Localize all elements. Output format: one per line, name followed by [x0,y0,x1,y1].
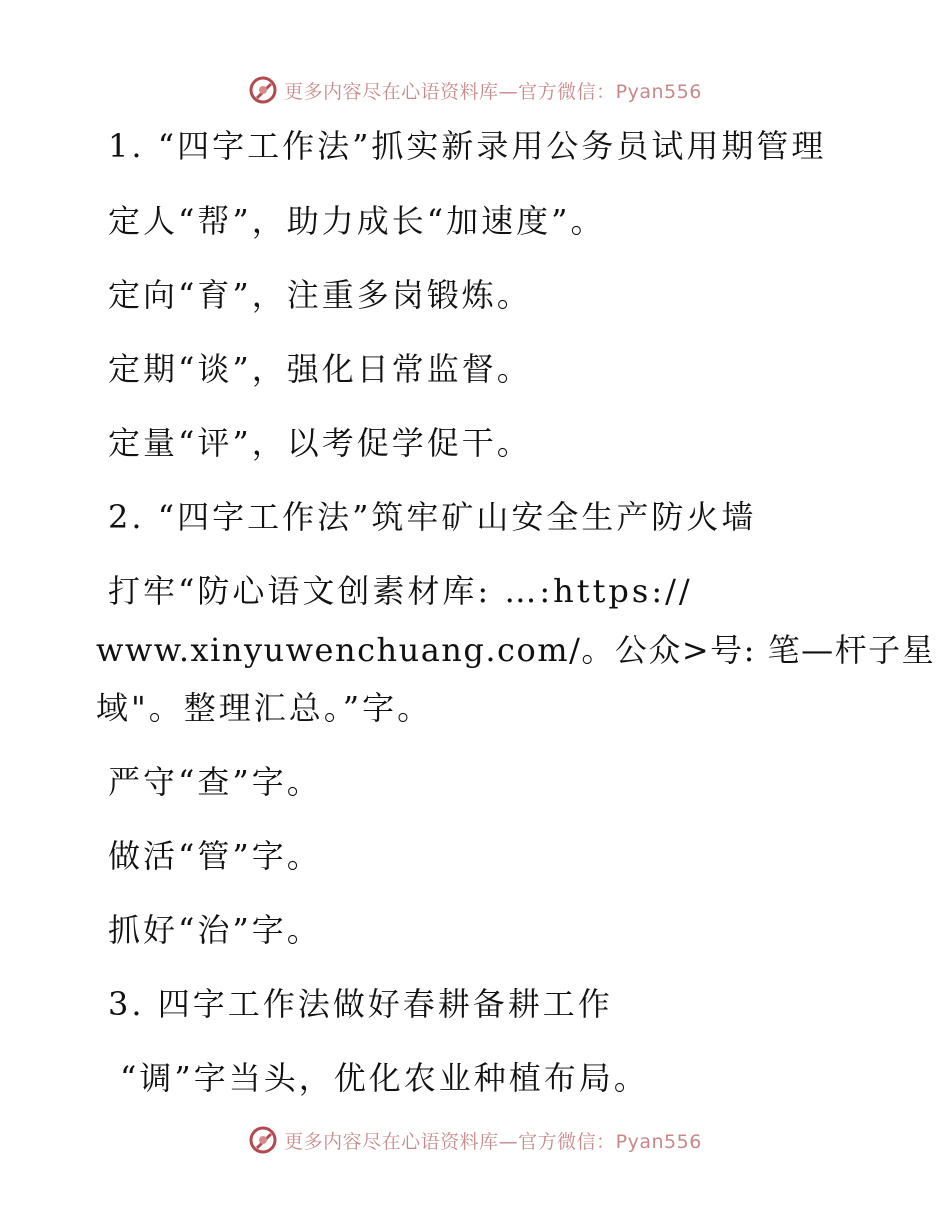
paragraph: 定量“评”，以考促学促干。 [108,424,532,462]
watermark-text: 更多内容尽在心语资料库—官方微信：Pyan556 [284,80,702,103]
paragraph: 打牢“防心语文创素材库: …:https:// [108,572,693,610]
brand-logo-icon [248,1125,278,1155]
paragraph: 域"。整理汇总。”字。 [96,689,433,727]
paragraph: 严守“查”字。 [108,763,322,801]
watermark-text: 更多内容尽在心语资料库—官方微信：Pyan556 [284,1130,702,1153]
heading-2: 2. “四字工作法”筑牢矿山安全生产防火墙 [108,498,757,536]
heading-1: 1. “四字工作法”抓实新录用公务员试用期管理 [108,127,827,165]
paragraph: 抓好“治”字。 [108,911,322,949]
paragraph: “调”字当头，优化农业种植布局。 [120,1059,649,1097]
paragraph: 定向“育”，注重多岗锻炼。 [108,276,532,314]
paragraph: 做活“管”字。 [108,837,322,875]
heading-3: 3. 四字工作法做好春耕备耕工作 [108,985,613,1023]
paragraph: www.xinyuwenchuang.com/。公众>号: 笔—杆子星 [96,631,936,669]
paragraph: 定人“帮”，助力成长“加速度”。 [108,202,606,240]
paragraph: 定期“谈”，强化日常监督。 [108,350,532,388]
footer-watermark [0,1120,950,1160]
